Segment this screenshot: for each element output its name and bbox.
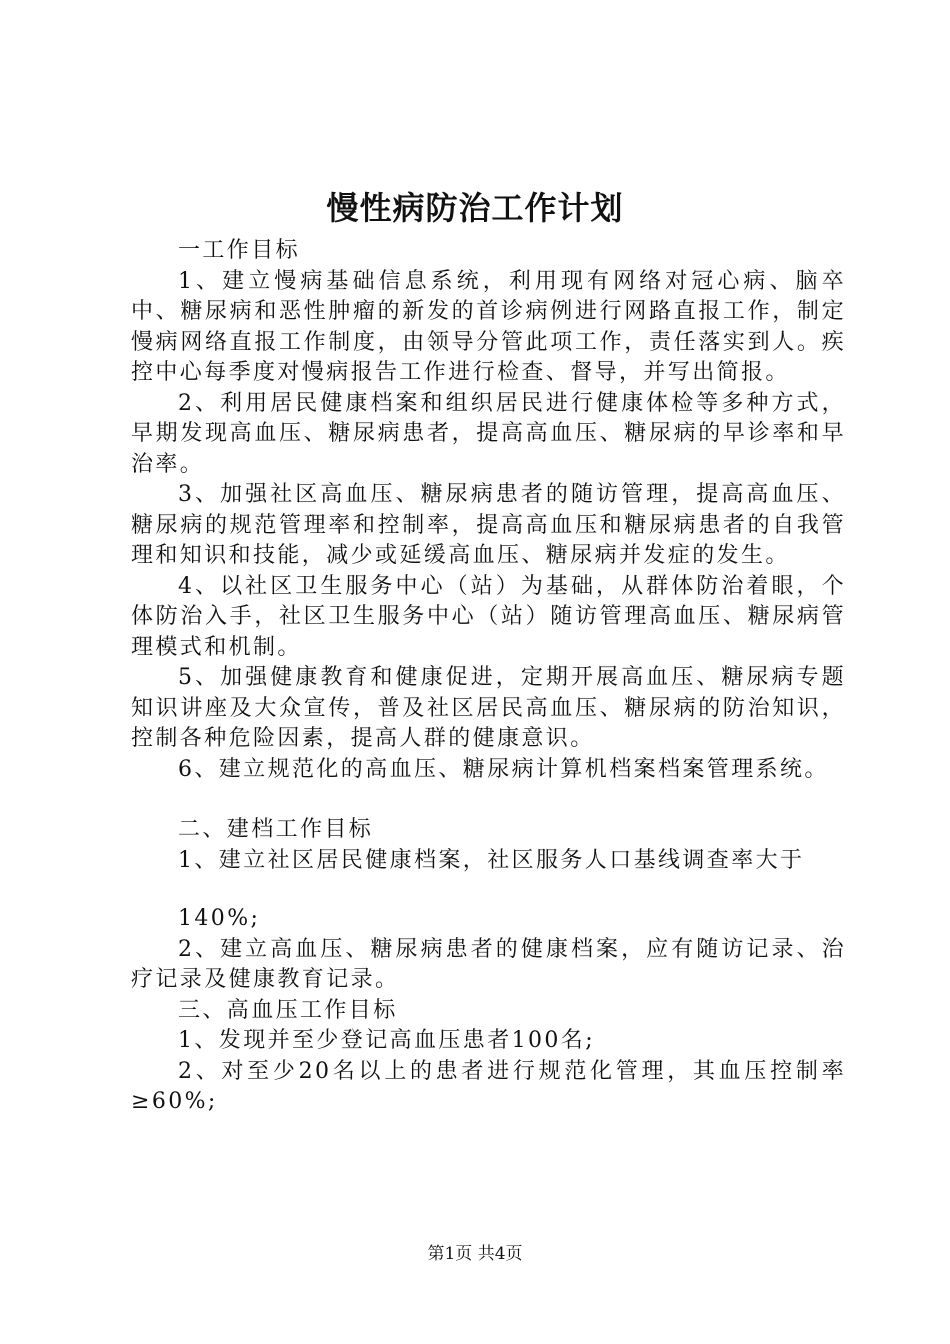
blank-line xyxy=(131,785,846,815)
paragraph: 3、加强社区高血压、糖尿病患者的随访管理，提高高血压、糖尿病的规范管理率和控制率，提高高血压和糖尿病患者的自我管理和知识和技能，减少或延缓高血压、糖尿病并发症的发生。 xyxy=(131,482,846,568)
document-title: 慢性病防治工作计划 xyxy=(326,189,624,227)
document-body xyxy=(131,236,846,1118)
paragraph: 1、建立社区居民健康档案，社区服务人口基线调查率大于 xyxy=(178,847,805,873)
paragraph: 1、建立慢病基础信息系统，利用现有网络对冠心病、脑卒中、糖尿病和恶性肿瘤的新发的首诊病例进行网路直报工作，制定慢病网络直报工作制度，由领导分管此项工作，责任落实到人。疾控中心每季度对慢病报告工作进行检查、督导，并写出简报。 xyxy=(131,268,846,385)
page-number-footer: 第1页 共4页 xyxy=(427,1244,523,1264)
paragraph: 140%; xyxy=(178,906,261,931)
paragraph: 2、对至少20名以上的患者进行规范化管理，其血压控制率≥60%; xyxy=(131,1058,846,1114)
paragraph: 6、建立规范化的高血压、糖尿病计算机档案档案管理系统。 xyxy=(178,756,829,782)
paragraph: 1、发现并至少登记高血压患者100名; xyxy=(178,1028,596,1053)
blank-line xyxy=(131,876,846,904)
paragraph: 2、利用居民健康档案和组织居民进行健康体检等多种方式，早期发现高血压、糖尿病患者，提高高血压、糖尿病的早诊率和早治率。 xyxy=(131,390,846,477)
section-heading: 二、建档工作目标 xyxy=(178,817,374,842)
paragraph: 4、以社区卫生服务中心（站）为基础，从群体防治着眼，个体防治入手，社区卫生服务中心（站）随访管理高血压、糖尿病管理模式和机制。 xyxy=(131,573,846,660)
paragraph: 2、建立高血压、糖尿病患者的健康档案，应有随访记录、治疗记录及健康教育记录。 xyxy=(131,936,846,992)
section-heading: 三、高血压工作目标 xyxy=(178,997,398,1023)
section-heading: 一工作目标 xyxy=(178,238,301,263)
paragraph: 5、加强健康教育和健康促进，定期开展高血压、糖尿病专题知识讲座及大众宣传，普及社区居民高血压、糖尿病的防治知识，控制各种危险因素，提高人群的健康意识。 xyxy=(131,665,846,751)
